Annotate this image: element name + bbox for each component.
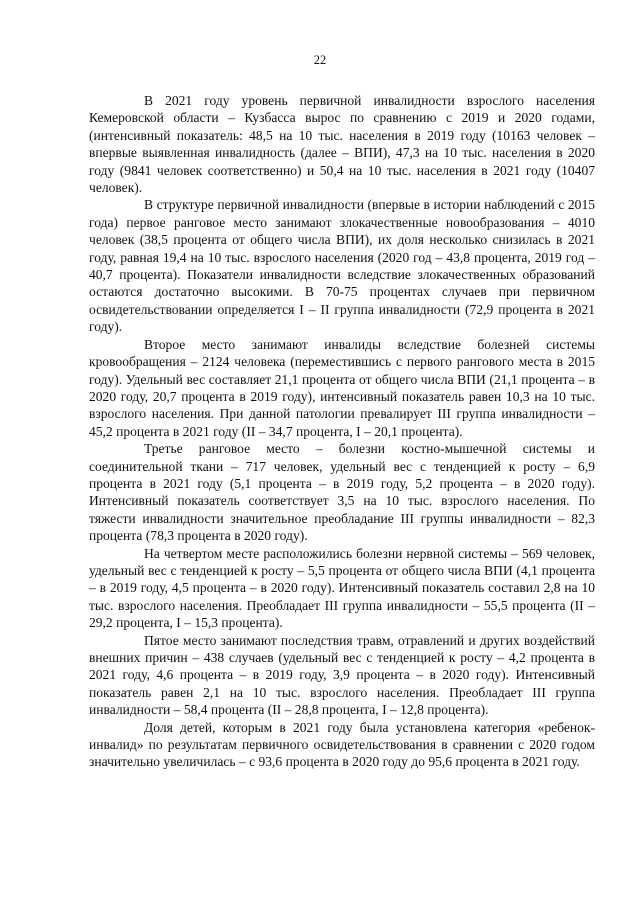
paragraph-fifth-rank-injuries: Пятое место занимают последствия травм, отравлений и других воздействий внешних причин – 438 случаев (удельный вес с тенденцией к росту – 4,2 процента в 2021 году, 4,6 процента – в 2019 году, 3,9 процента – в 2020 году). Интенсивный показатель равен 2,1 на 10 тыс. взрослого населения. Преобладает III группа инвалидности – 58,4 процента (II – 28,8 процента, I – 12,8 процента). — [89, 632, 595, 718]
paragraph-third-rank-musculoskeletal: Третье ранговое место – болезни костно-мышечной системы и соединительной ткани – 717 человек, удельный вес с тенденцией к росту – 6,9 процента в 2021 году (5,1 процента – в 2019 году, 5,2 процента – в 2020 году). Интенсивный показатель соответствует 3,5 на 10 тыс. взрослого населения. По тяжести инвалидности значительное преобладание III группы инвалидности – 82,3 процента (78,3 процента в 2020 году). — [89, 441, 595, 544]
page-number: 22 — [313, 53, 327, 67]
paragraph-children-disability: Доля детей, которым в 2021 году была установлена категория «ребенок-инвалид» по результатам первичного освидетельствования в сравнении с 2020 годом значительно увеличилась – с 93,6 процента в 2020 году до 95,6 процента в 2021 году. — [89, 719, 595, 770]
document-body — [89, 92, 595, 771]
paragraph-fourth-rank-nervous: На четвертом месте расположились болезни нервной системы – 569 человек, удельный вес с тенденцией к росту – 5,5 процента от общего числа ВПИ (4,1 процента – в 2019 году, 4,5 процента – в 2020 году). Интенсивный показатель составил 2,8 на 10 тыс. взрослого населения. Преобладает III группа инвалидности – 55,5 процента (II – 29,2 процента, I – 15,3 процента). — [89, 545, 595, 631]
paragraph-second-rank-circulatory: Второе место занимают инвалиды вследствие болезней системы кровообращения – 2124 человека (переместившись с первого рангового места в 2015 году). Удельный вес составляет 21,1 процента от общего числа ВПИ (21,1 процента – в 2020 году, 20,7 процента в 2019 году), интенсивный показатель равен 10,3 на 10 тыс. взрослого населения. При данной патологии превалирует III группа инвалидности – 45,2 процента в 2021 году (II – 34,7 процента, I – 20,1 процента). — [89, 336, 595, 439]
paragraph-primary-disability-level: В 2021 году уровень первичной инвалидности взрослого населения Кемеровской области – Кузбасса вырос по сравнению с 2019 и 2020 годами, (интенсивный показатель: 48,5 на 10 тыс. населения в 2019 году (10163 человек – впервые выявленная инвалидность (далее – ВПИ), 47,3 на 10 тыс. населения в 2020 году (9841 человек соответственно) и 50,4 на 10 тыс. населения в 2021 году (10407 человек). — [89, 93, 595, 196]
paragraph-first-rank-neoplasms: В структуре первичной инвалидности (впервые в истории наблюдений с 2015 года) первое ранговое место занимают злокачественные новообразования – 4010 человек (38,5 процента от общего числа ВПИ), их доля несколько снизилась в 2021 году, равная 19,4 на 10 тыс. взрослого населения (2020 год – 43,8 процента, 2019 год – 40,7 процента). Показатели инвалидности вследствие злокачественных образований остаются достаточно высокими. В 70-75 процентах случаев при первичном освидетельствовании определяется I – II группа инвалидности (72,9 процента в 2021 году). — [89, 197, 595, 335]
